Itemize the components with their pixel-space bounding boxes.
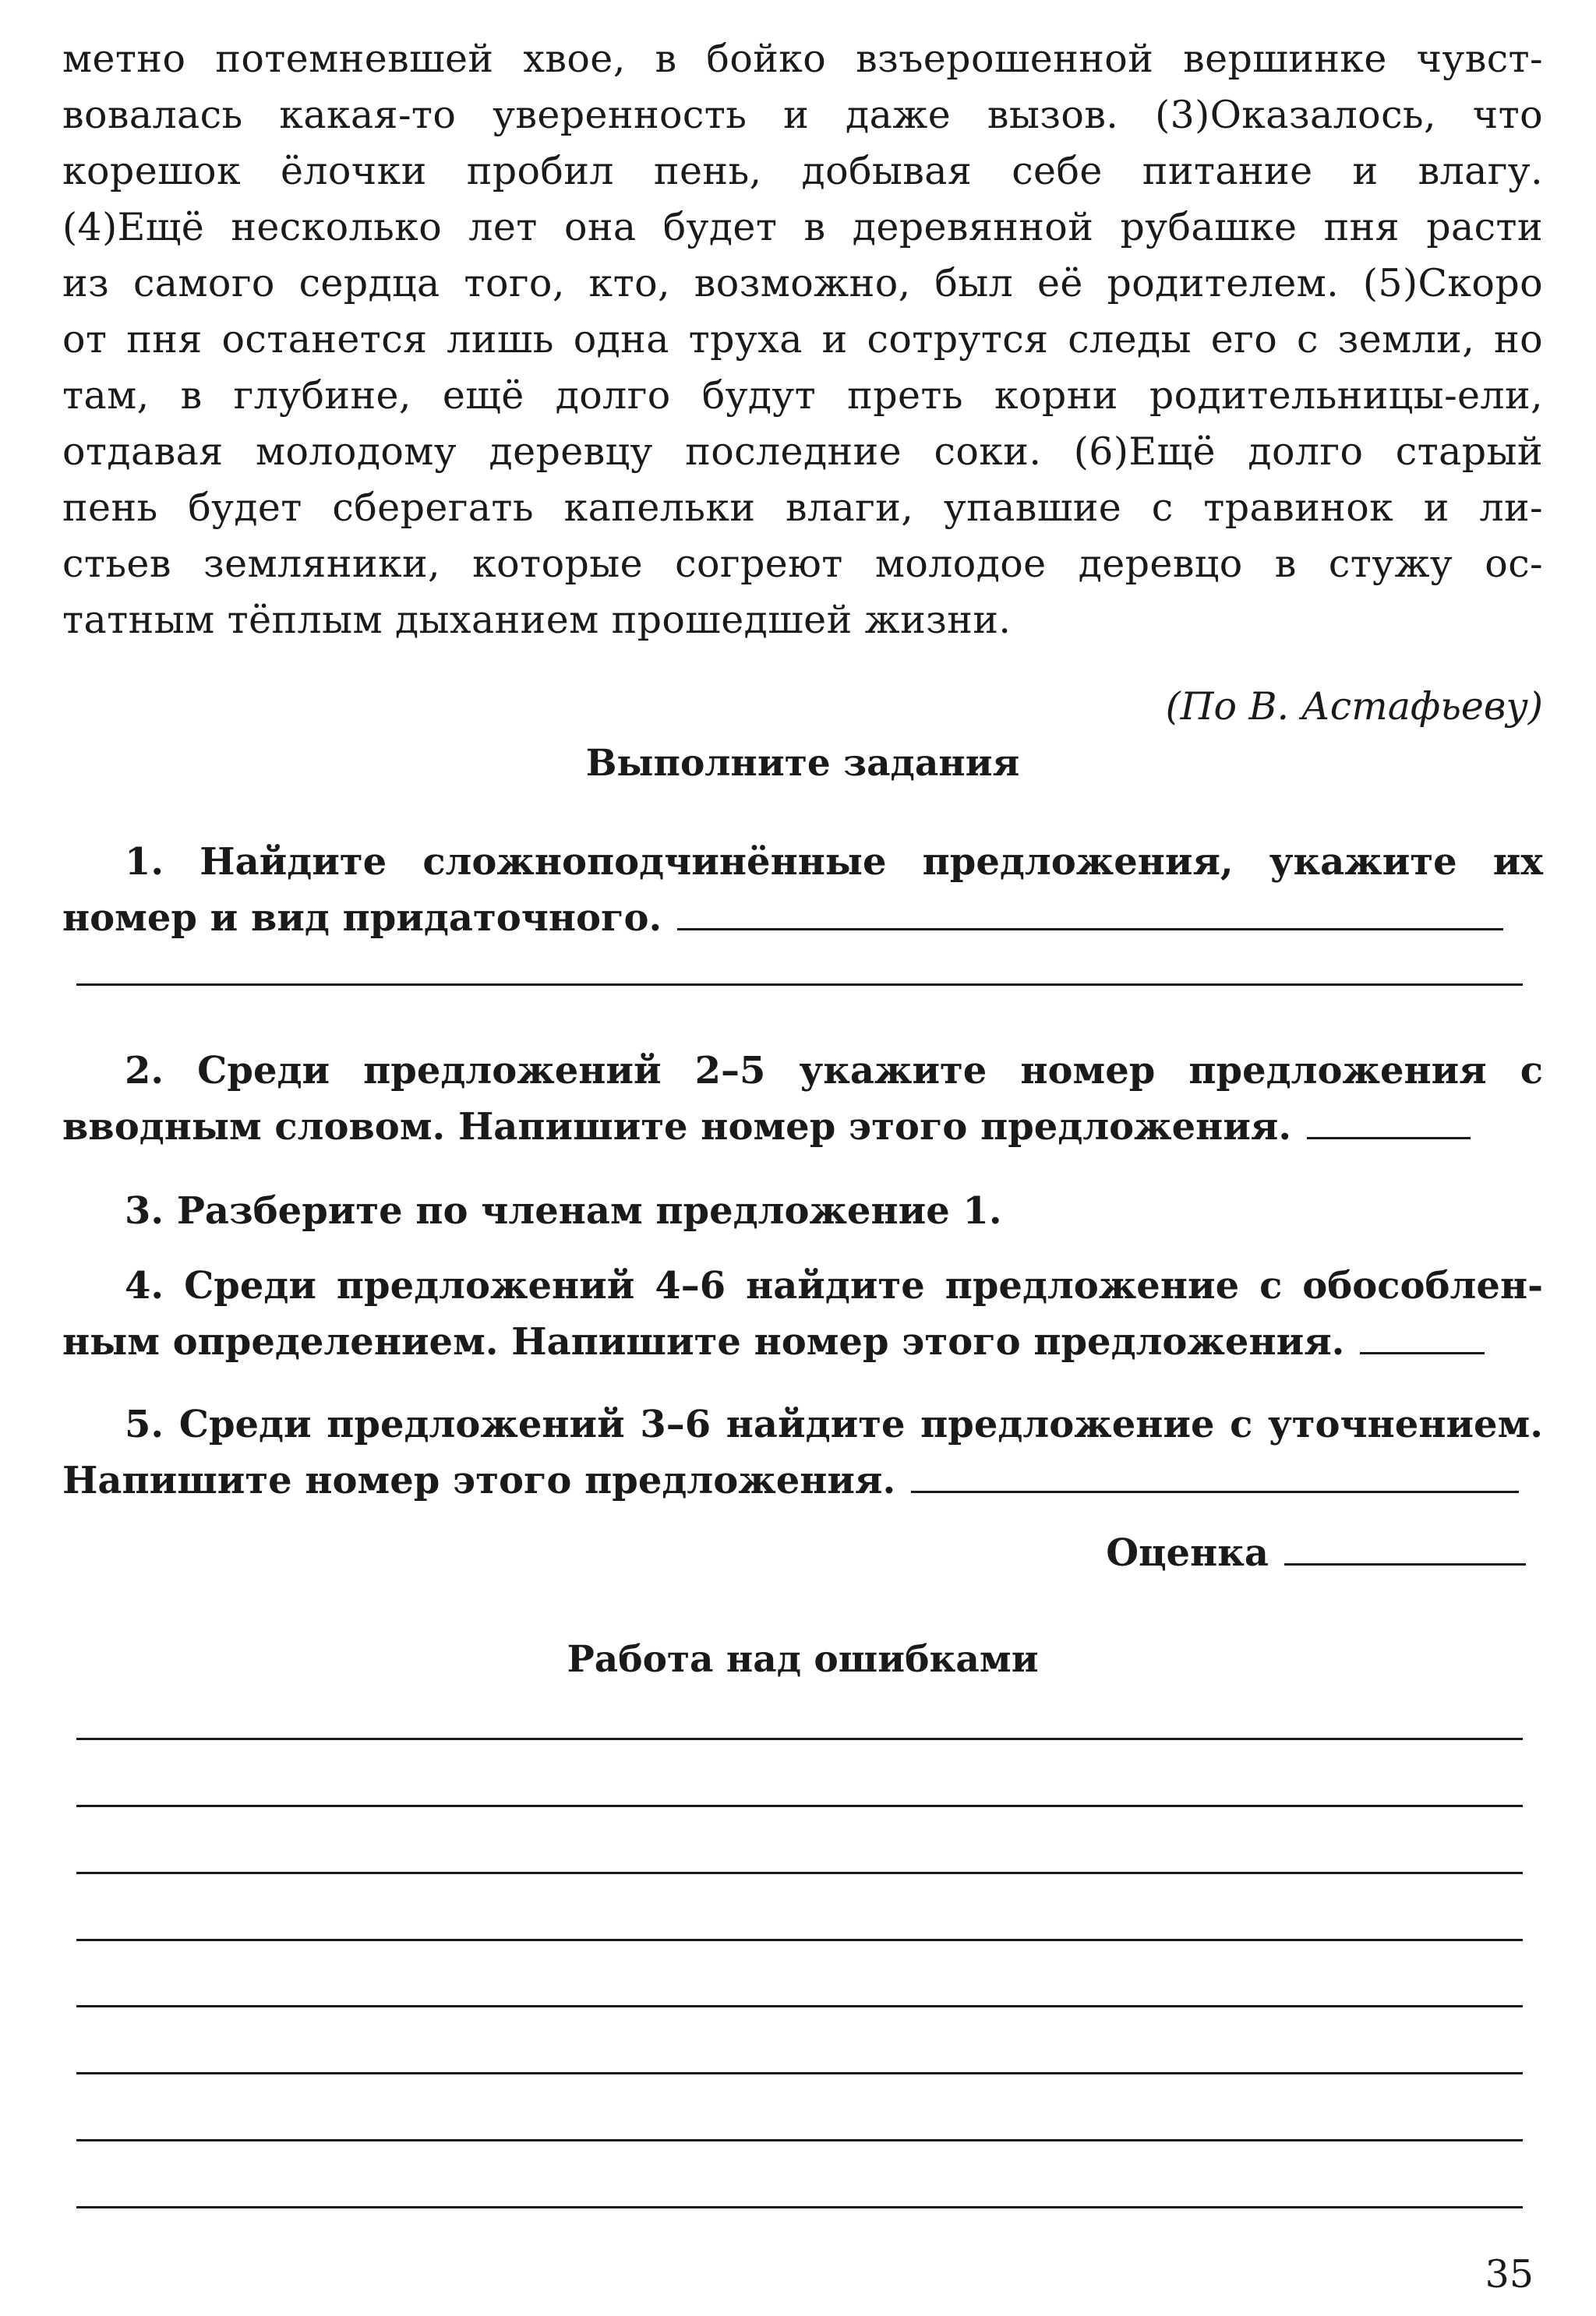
task-4-answer-blank[interactable] [1360,1321,1485,1354]
grade-field [1106,1531,1526,1575]
grade-blank[interactable] [1284,1532,1526,1566]
passage-line: метно потемневшей хвое, в бойко взъерошенной вершинке чувст- [62,37,1543,81]
errors-heading: Работа над ошибками [567,1638,1039,1681]
task-4-line: 4. Среди предложений 4–6 найдите предложение с обособлен- [125,1264,1543,1308]
passage-source: (По В. Астафьеву) [1165,684,1543,729]
task-1-answer-line[interactable] [76,983,1523,986]
passage-line: вовалась какая-то уверенность и даже вызов. (3)Оказалось, что [62,93,1543,137]
task-2-answer-blank[interactable] [1307,1106,1471,1139]
passage-line: (4)Ещё несколько лет она будет в деревянной рубашке пня расти [62,205,1543,249]
passage-line: пень будет сберегать капельки влаги, упавшие с травинок и ли- [62,485,1543,530]
task-2-line: 2. Среди предложений 2–5 укажите номер предложения с [125,1049,1543,1093]
passage-line: стьев земляники, которые согреют молодое деревцо в стужу ос- [62,542,1543,586]
errors-writing-line[interactable] [76,1872,1523,1874]
passage-line: татным тёплым дыханием прошедшей жизни. [62,598,1012,642]
errors-writing-line[interactable] [76,1939,1523,1941]
errors-writing-line[interactable] [76,2005,1523,2007]
task-3-line: 3. Разберите по членам предложение 1. [125,1189,1002,1233]
task-3 [62,1183,1543,1239]
errors-writing-line[interactable] [76,2072,1523,2074]
task-5 [62,1396,1543,1509]
task-2 [62,1043,1543,1155]
task-5-answer-blank[interactable] [911,1460,1519,1493]
errors-writing-line[interactable] [76,1805,1523,1807]
task-5-line: Напишите номер этого предложения. [62,1453,1543,1509]
workbook-page [62,31,1543,2297]
passage-line: корешок ёлочки пробил пень, добывая себе питание и влагу. [62,149,1543,193]
passage-line: от пня останется лишь одна труха и сотрутся следы его с земли, но [62,317,1543,362]
task-2-line: вводным словом. Напишите номер этого предложения. [62,1099,1543,1155]
grade-label: Оценка [1106,1531,1269,1575]
passage-line: из самого сердца того, кто, возможно, был её родителем. (5)Скоро [62,261,1543,305]
errors-writing-line[interactable] [76,2206,1523,2208]
task-4-line: ным определением. Напишите номер этого предложения. [62,1314,1543,1370]
task-1-answer-blank[interactable] [677,897,1503,930]
passage-text [62,31,1543,648]
errors-writing-line[interactable] [76,2139,1523,2141]
task-5-line: 5. Среди предложений 3–6 найдите предложение с уточнением. [125,1403,1543,1446]
errors-writing-line[interactable] [76,1738,1523,1740]
passage-line: там, в глубине, ещё долго будут преть корни родительницы-ели, [62,373,1543,418]
task-1-line: номер и вид придаточного. [62,890,1543,946]
passage-line: отдавая молодому деревцу последние соки. (6)Ещё долго старый [62,429,1543,474]
task-1-line: 1. Найдите сложноподчинённые предложения, укажите их [125,840,1543,884]
task-4 [62,1258,1543,1370]
page-number: 35 [1485,2252,1534,2297]
task-1 [62,834,1543,946]
tasks-heading: Выполните задания [585,742,1020,785]
